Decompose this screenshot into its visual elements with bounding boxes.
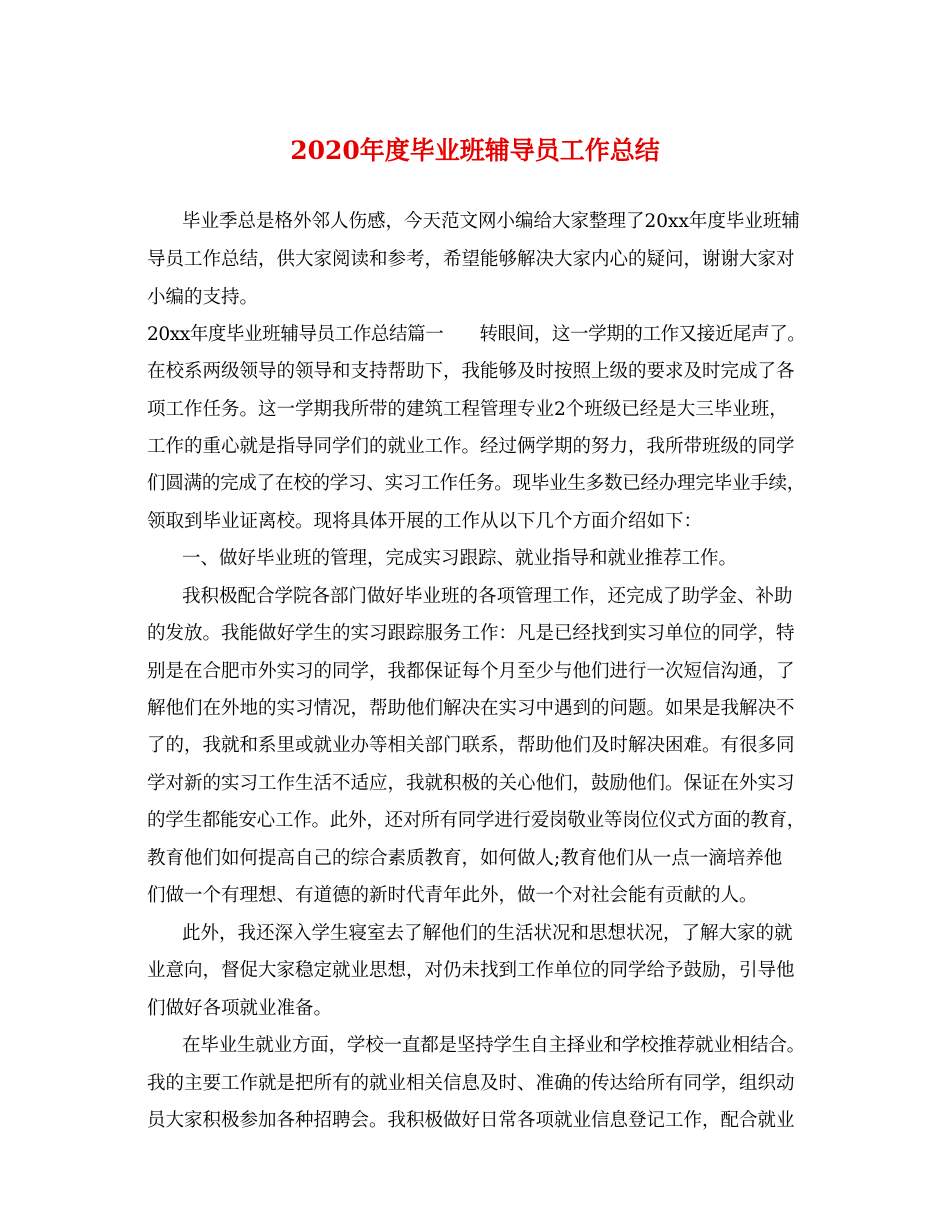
text-line: 教育他们如何提高自己的综合素质教育，如何做人;教育他们从一点一滴培养他 — [147, 848, 783, 869]
text-line: 一、做好毕业班的管理，完成实习跟踪、就业指导和就业推荐工作。 — [182, 548, 738, 569]
text-line: 解他们在外地的实习情况，帮助他们解决在实习中遇到的问题。如果是我解决不 — [147, 698, 795, 719]
text-line: 项工作任务。这一学期我所带的建筑工程管理专业2个班级已经是大三毕业班， — [147, 399, 788, 420]
text-line: 们做好各项就业准备。 — [147, 998, 333, 1019]
text-line: 导员工作总结，供大家阅读和参考，希望能够解决大家内心的疑问，谢谢大家对 — [147, 249, 795, 270]
text-line: 领取到毕业证离校。现将具体开展的工作从以下几个方面介绍如下： — [147, 511, 703, 532]
text-line: 们圆满的完成了在校的学习、实习工作任务。现毕业生多数已经办理完毕业手续， — [147, 473, 806, 494]
text-line: 20xx年度毕业班辅导员工作总结篇一 转眼间，这一学期的工作又接近尾声了。 — [147, 324, 806, 345]
text-line: 们做一个有理想、有道德的新时代青年此外，做一个对社会能有贡献的人。 — [147, 885, 758, 906]
text-line: 工作的重心就是指导同学们的就业工作。经过俩学期的努力，我所带班级的同学 — [147, 436, 795, 457]
text-line: 别是在合肥市外实习的同学，我都保证每个月至少与他们进行一次短信沟通，了 — [147, 661, 795, 682]
document-title: 2020年度毕业班辅导员工作总结 — [290, 136, 660, 165]
text-line: 毕业季总是格外邻人伤感，今天范文网小编给大家整理了20xx年度毕业班辅 — [182, 211, 800, 232]
text-line: 业意向，督促大家稳定就业思想，对仍未找到工作单位的同学给予鼓励，引导他 — [147, 960, 795, 981]
text-line: 了的，我就和系里或就业办等相关部门联系，帮助他们及时解决困难。有很多同 — [147, 735, 795, 756]
text-line: 我的主要工作就是把所有的就业相关信息及时、准确的传达给所有同学，组织动 — [147, 1073, 795, 1094]
text-line: 在校系两级领导的领导和支持帮助下，我能够及时按照上级的要求及时完成了各 — [147, 361, 795, 382]
text-line: 的学生都能安心工作。此外，还对所有同学进行爱岗敬业等岗位仪式方面的教育， — [147, 810, 806, 831]
text-line: 学对新的实习工作生活不适应，我就积极的关心他们，鼓励他们。保证在外实习 — [147, 773, 795, 794]
text-line: 在毕业生就业方面，学校一直都是坚持学生自主择业和学校推荐就业相结合。 — [182, 1035, 806, 1056]
text-line: 小编的支持。 — [147, 287, 259, 308]
text-line: 员大家积极参加各种招聘会。我积极做好日常各项就业信息登记工作，配合就业 — [147, 1110, 795, 1131]
text-line: 我积极配合学院各部门做好毕业班的各项管理工作，还完成了助学金、补助 — [182, 586, 793, 607]
text-line: 此外，我还深入学生寝室去了解他们的生活状况和思想状况，了解大家的就 — [182, 923, 793, 944]
text-line: 的发放。我能做好学生的实习跟踪服务工作：凡是已经找到实习单位的同学，特 — [147, 623, 795, 644]
